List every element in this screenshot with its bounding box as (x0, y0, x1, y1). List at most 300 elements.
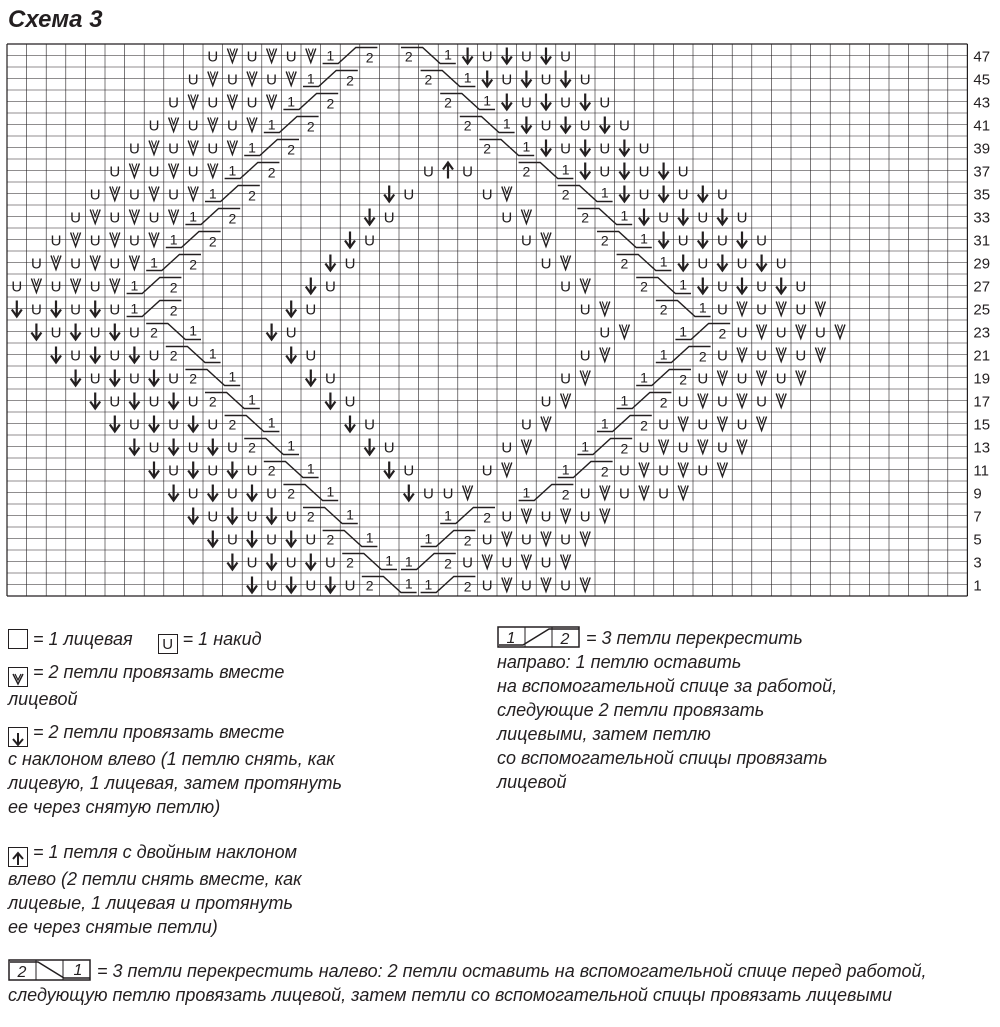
yarn-over-mark: U (638, 163, 650, 181)
cross-left-label-1: 1 (640, 230, 648, 247)
cross-right-label-1: 1 (130, 300, 139, 317)
k2tog-symbol (8, 667, 28, 687)
k2tog-mark-inner (269, 49, 274, 56)
k2tog-mark-inner (700, 440, 705, 447)
legend-cross-left-line1: = 3 петли перекрестить налево: 2 петли оставить на вспомогательной спице перед работой, (97, 961, 927, 981)
yarn-over-mark: U (11, 278, 23, 296)
yarn-over-mark: U (246, 48, 258, 66)
yarn-over-mark: U (716, 278, 728, 296)
legend-cross-right (497, 625, 837, 794)
legend-cross-right-line6: со вспомогательной спицы провязать (497, 748, 828, 768)
yarn-over-mark: U (187, 71, 199, 89)
yarn-over-mark: U (70, 301, 82, 319)
cross-right-label-1: 1 (150, 254, 158, 271)
legend-ssk-line3: лицевую, 1 лицевая, затем протянуть (8, 773, 342, 793)
k2tog-mark-inner (838, 325, 843, 332)
k2tog-mark-inner (740, 302, 745, 309)
yarn-over-mark: U (364, 232, 376, 250)
k2tog-mark-inner (34, 279, 39, 286)
yarn-over-mark: U (364, 416, 376, 434)
cross-left-label-1: 1 (385, 552, 394, 569)
yarn-over-mark: U (501, 508, 513, 526)
row-number: 29 (973, 255, 991, 273)
k2tog-mark-inner (289, 72, 294, 79)
k2tog-mark-inner (563, 555, 568, 562)
cross-left-label-2: 2 (581, 209, 590, 226)
cross-right-label-1: 1 (561, 461, 570, 478)
legend-double-decrease (8, 840, 302, 939)
yarn-over-mark: U (697, 462, 709, 480)
yarn-over-mark: U (168, 94, 180, 112)
cross-right-label-1: 1 (228, 162, 237, 179)
cross-right-label-2: 2 (306, 118, 315, 135)
yarn-over-mark: U (266, 577, 278, 595)
yarn-over-mark: U (814, 324, 826, 342)
cross-left-label-2: 2 (326, 531, 335, 548)
k2tog-mark-inner (524, 555, 529, 562)
k2tog-mark-inner (112, 279, 117, 286)
k2tog-mark-inner (308, 49, 313, 56)
yarn-over-mark: U (148, 163, 160, 181)
yarn-over-mark: U (324, 278, 336, 296)
row-number: 13 (973, 439, 991, 457)
yarn-over-mark: U (403, 462, 415, 480)
k2tog-mark-inner (191, 95, 196, 102)
k2tog-mark-inner (544, 532, 549, 539)
cross-right-label-1: 1 (189, 208, 198, 225)
cross-right-label-2: 2 (365, 49, 374, 66)
cross-right-label-1: 1 (659, 346, 668, 363)
cross-left-label-2: 2 (365, 577, 374, 594)
k2tog-mark-inner (504, 578, 509, 585)
yarn-over-mark: U (109, 163, 121, 181)
yarn-over-mark: U (736, 370, 748, 388)
yarn-over-mark: U (736, 209, 748, 227)
cross-left-label-1: 1 (346, 506, 354, 523)
k2tog-mark-inner (740, 348, 745, 355)
row-number: 45 (973, 71, 991, 89)
yarn-over-mark: U (716, 393, 728, 411)
cross-left-label-2: 2 (169, 347, 178, 364)
k2tog-mark-inner (583, 578, 588, 585)
yarn-over-mark: U (226, 485, 238, 503)
yarn-over-mark: U (128, 186, 140, 204)
yarn-over-mark: U (246, 94, 258, 112)
row-number: 19 (973, 370, 991, 388)
yarn-over-mark: U (148, 209, 160, 227)
legend-k2tog (8, 660, 284, 711)
yarn-over-mark: U (736, 416, 748, 434)
k2tog-mark-inner (700, 394, 705, 401)
row-number: 43 (973, 94, 991, 112)
yarn-over-mark: U (579, 117, 591, 135)
k2tog-mark-inner (485, 555, 490, 562)
yarn-over-mark: U (207, 508, 219, 526)
cross-left-label-1: 1 (522, 138, 531, 155)
yarn-over-mark: U (109, 393, 121, 411)
k2tog-mark-inner (759, 371, 764, 378)
yarn-over-mark: U (579, 71, 591, 89)
yarn-over-mark: U (756, 393, 768, 411)
legend-cross-right-line4: следующие 2 петли провязать (497, 700, 765, 720)
row-number: 35 (973, 186, 991, 204)
yarn-over-mark: U (168, 186, 180, 204)
cross-right-label-2: 2 (248, 187, 256, 204)
yarn-over-mark: U (501, 439, 513, 457)
row-number: 23 (973, 324, 991, 342)
cross-left-label-1: 1 (228, 368, 237, 385)
cross-left-label-1: 1 (502, 115, 511, 132)
k2tog-mark-inner (152, 233, 157, 240)
k2tog-mark-inner (544, 578, 549, 585)
k2tog-mark-inner (152, 187, 157, 194)
legend-ssk-line1: = 2 петли провязать вместе (33, 722, 285, 742)
legend-dd-line3: лицевые, 1 лицевая и протянуть (8, 893, 293, 913)
k2tog-mark-inner (269, 95, 274, 102)
yarn-over-mark: U (677, 186, 689, 204)
yarn-over-mark: U (481, 186, 493, 204)
yarn-over-mark: U (168, 462, 180, 480)
yarn-over-mark: U (266, 71, 278, 89)
cross-right-label-2: 2 (287, 141, 296, 158)
cross-left-label-2: 2 (346, 554, 354, 571)
yarn-over-mark: U (207, 94, 219, 112)
cross-left-label-2: 2 (424, 71, 433, 88)
legend-cross-right-line1: = 3 петли перекрестить (586, 628, 803, 648)
yarn-over-mark: U (305, 301, 317, 319)
cross-right-label-1: 1 (208, 185, 217, 202)
cross-right-label-1: 1 (424, 576, 433, 593)
yarn-over-mark: U (736, 255, 748, 273)
yarn-over-mark: U (30, 255, 42, 273)
yarn-over-mark: U (344, 393, 356, 411)
double-decrease-symbol (8, 847, 28, 867)
cross-left-label-2: 2 (620, 255, 629, 272)
yarn-over-mark: U (579, 485, 591, 503)
k2tog-mark-inner (818, 348, 823, 355)
cross-left-label-2: 2 (659, 301, 668, 318)
yarn-over-mark: U (344, 577, 356, 595)
yarn-over-mark: U (187, 485, 199, 503)
yarn-over-mark: U (207, 462, 219, 480)
k2tog-mark-inner (73, 279, 78, 286)
cross-right-label-2: 2 (189, 256, 198, 273)
cross-left-label-1: 1 (444, 46, 452, 63)
cross-right-label-2: 2 (679, 371, 688, 388)
k2tog-mark-inner (93, 210, 98, 217)
ssk-symbol (8, 727, 28, 747)
cross-right-label-1: 1 (640, 369, 648, 386)
yarn-over-mark: U (148, 117, 160, 135)
cross-right-label-2: 2 (326, 95, 335, 112)
cross-left-symbol (8, 958, 92, 982)
k2tog-mark-inner (720, 417, 725, 424)
legend-yo-text: = 1 накид (182, 629, 262, 649)
cross-left-label-2: 2 (208, 393, 217, 410)
cross-right-symbol (497, 625, 581, 649)
k2tog-mark-inner (661, 440, 666, 447)
cross-right-label-1: 1 (306, 70, 315, 87)
cross-right-label-1: 1 (287, 93, 296, 110)
k2tog-mark-inner (563, 394, 568, 401)
legend-ssk-line2: с наклоном влево (1 петлю снять, как (8, 749, 335, 769)
k2tog-mark-inner (759, 417, 764, 424)
cross-left-label-1: 1 (248, 391, 256, 408)
yarn-over-mark: U (187, 439, 199, 457)
yarn-over-mark: U (128, 324, 140, 342)
k2tog-mark-inner (720, 371, 725, 378)
yarn-over-mark: U (89, 370, 101, 388)
cross-left-label-2: 2 (189, 370, 198, 387)
yarn-over-mark: U (501, 71, 513, 89)
yarn-over-mark: U (638, 186, 650, 204)
yarn-over-mark: U (344, 255, 356, 273)
yarn-over-mark: U (285, 48, 297, 66)
yarn-over-mark: U (560, 531, 572, 549)
legend-ssk-line4: ее через снятую петлю) (8, 797, 221, 817)
k2tog-mark-inner (171, 210, 176, 217)
cross-right-label-2: 2 (228, 210, 237, 227)
yarn-over-mark: U (775, 324, 787, 342)
cross-right-label-2: 2 (444, 555, 452, 572)
cross-right-label-1: 1 (620, 392, 629, 409)
yarn-over-mark: U (716, 186, 728, 204)
yarn-over-mark: U (226, 117, 238, 135)
legend-dd-line1: = 1 петля с двойным наклоном (33, 842, 297, 862)
yarn-over-mark: U (677, 163, 689, 181)
k2tog-mark-inner (210, 72, 215, 79)
yarn-over-mark: U (305, 347, 317, 365)
yarn-over-mark: U (305, 531, 317, 549)
svg-text:2: 2 (17, 964, 27, 981)
cross-left-label-2: 2 (306, 508, 315, 525)
yarn-over-mark: U (168, 370, 180, 388)
yarn-over-mark: U (599, 324, 611, 342)
yarn-over-mark: U (128, 416, 140, 434)
row-number: 21 (973, 347, 991, 365)
k2tog-mark-inner (230, 141, 235, 148)
yarn-over-mark: U (540, 393, 552, 411)
k2tog-mark-inner (73, 233, 78, 240)
yarn-over-mark: U (658, 416, 670, 434)
cross-left-label-2: 2 (287, 485, 296, 502)
yarn-over-mark: U (658, 485, 670, 503)
yarn-over-mark: U (422, 485, 434, 503)
k2tog-mark-inner (642, 463, 647, 470)
cross-left-label-1: 1 (267, 414, 276, 431)
k2tog-mark-inner (544, 233, 549, 240)
svg-text:1: 1 (506, 630, 516, 647)
yarn-over-mark: U (50, 232, 62, 250)
k2tog-mark-inner (602, 509, 607, 516)
k2tog-mark-inner (740, 440, 745, 447)
k2tog-mark-inner (740, 394, 745, 401)
cross-left-label-1: 1 (208, 345, 217, 362)
yarn-over-mark: U (266, 531, 278, 549)
yarn-over-mark: U (560, 577, 572, 595)
yarn-over-mark: U (579, 347, 591, 365)
k2tog-mark-inner (583, 279, 588, 286)
legend-cross-left (8, 958, 927, 1007)
yarn-over-mark: U (540, 554, 552, 572)
row-number: 9 (973, 485, 982, 503)
cross-left-label-1: 1 (483, 92, 492, 109)
yarn-over-mark: U (481, 531, 493, 549)
k2tog-mark-inner (563, 256, 568, 263)
yarn-over-mark: U (795, 301, 807, 319)
cross-right-label-2: 2 (169, 279, 178, 296)
row-number: 11 (973, 462, 989, 480)
cross-right-label-1: 1 (444, 507, 452, 524)
cross-right-label-2: 2 (698, 348, 707, 365)
legend-k2tog-line2: лицевой (8, 689, 78, 709)
legend-k2tog-line1: = 2 петли провязать вместе (33, 662, 285, 682)
yarn-over-mark: U (148, 393, 160, 411)
yarn-over-mark: U (756, 301, 768, 319)
yarn-over-mark: U (658, 209, 670, 227)
legend-ssk (8, 720, 342, 819)
k2tog-mark-inner (602, 302, 607, 309)
row-number: 41 (973, 117, 991, 135)
yarn-over-mark: U (599, 140, 611, 158)
k2tog-mark-inner (524, 440, 529, 447)
yarn-over-symbol: U (158, 634, 178, 654)
k2tog-mark-inner (132, 256, 137, 263)
cross-right-label-2: 2 (640, 417, 648, 434)
chart-title: Схема 3 (8, 6, 103, 33)
yarn-over-mark: U (520, 577, 532, 595)
row-number: 1 (973, 577, 982, 595)
cross-left-label-2: 2 (561, 186, 570, 203)
k2tog-mark-inner (544, 417, 549, 424)
row-number: 7 (973, 508, 982, 526)
yarn-over-mark: U (128, 232, 140, 250)
yarn-over-mark: U (207, 416, 219, 434)
k2tog-mark-inner (759, 325, 764, 332)
cross-left-label-1: 1 (306, 460, 315, 477)
cross-right-label-2: 2 (483, 509, 492, 526)
yarn-over-mark: U (540, 255, 552, 273)
k2tog-mark-inner (720, 463, 725, 470)
cross-right-label-1: 1 (600, 415, 609, 432)
yarn-over-mark: U (716, 347, 728, 365)
yarn-over-mark: U (481, 462, 493, 480)
yarn-over-mark: U (697, 370, 709, 388)
cross-left-label-1: 1 (620, 207, 629, 224)
yarn-over-mark: U (677, 393, 689, 411)
legend-cross-right-line2: направо: 1 петлю оставить (497, 652, 742, 672)
yarn-over-mark: U (266, 485, 278, 503)
cross-left-label-1: 1 (404, 575, 413, 592)
yarn-over-mark: U (187, 393, 199, 411)
yarn-over-mark: U (795, 347, 807, 365)
k2tog-mark-inner (210, 164, 215, 171)
yarn-over-mark: U (638, 140, 650, 158)
yarn-over-mark: U (89, 232, 101, 250)
k2tog-mark-inner (779, 348, 784, 355)
yarn-over-mark: U (658, 462, 670, 480)
k2tog-mark-inner (681, 463, 686, 470)
k2tog-mark-inner (112, 187, 117, 194)
yarn-over-mark: U (697, 255, 709, 273)
yarn-over-mark: U (148, 347, 160, 365)
yarn-over-mark: U (736, 324, 748, 342)
k2tog-mark-inner (504, 187, 509, 194)
k2tog-mark-inner (112, 233, 117, 240)
row-number: 33 (973, 209, 991, 227)
k2tog-mark-inner (191, 141, 196, 148)
row-number: 31 (973, 232, 991, 250)
yarn-over-mark: U (560, 48, 572, 66)
cross-right-label-2: 2 (463, 532, 472, 549)
yarn-over-mark: U (501, 554, 513, 572)
row-number: 27 (973, 278, 991, 296)
yarn-over-mark: U (422, 163, 434, 181)
yarn-over-mark: U (285, 324, 297, 342)
cross-right-label-1: 1 (169, 231, 178, 248)
yarn-over-mark: U (285, 554, 297, 572)
cross-left-label-1: 1 (365, 529, 374, 546)
cross-left-label-2: 2 (248, 439, 256, 456)
yarn-over-mark: U (109, 347, 121, 365)
cross-left-label-2: 2 (267, 462, 276, 479)
yarn-over-mark: U (50, 278, 62, 296)
cross-left-label-2: 2 (228, 416, 237, 433)
yarn-over-mark: U (520, 232, 532, 250)
k2tog-mark-inner (563, 509, 568, 516)
yarn-over-mark: U (599, 94, 611, 112)
k2tog-mark-inner (602, 486, 607, 493)
legend-cross-left-line2: следующую петлю провязать лицевой, затем петли со вспомогательной спицы провязать лицевыми (8, 985, 892, 1005)
yarn-over-mark: U (305, 577, 317, 595)
k2tog-mark-inner (779, 394, 784, 401)
k2tog-mark-inner (622, 325, 627, 332)
row-number: 17 (973, 393, 991, 411)
yarn-over-mark: U (540, 71, 552, 89)
k2tog-mark-inner (54, 256, 59, 263)
cross-right-label-2: 2 (718, 325, 727, 342)
yarn-over-mark: U (168, 416, 180, 434)
yarn-over-mark: U (560, 140, 572, 158)
yarn-over-mark: U (618, 117, 630, 135)
k2tog-mark-inner (132, 164, 137, 171)
row-number: 25 (973, 301, 991, 319)
yarn-over-mark: U (246, 554, 258, 572)
row-number: 15 (973, 416, 991, 434)
yarn-over-mark: U (462, 163, 474, 181)
k2tog-mark-inner (210, 118, 215, 125)
legend-cross-right-line3: на вспомогательной спице за работой, (497, 676, 838, 696)
cross-left-label-1: 1 (679, 276, 688, 293)
k2tog-mark-inner (681, 417, 686, 424)
svg-text:2: 2 (560, 631, 570, 648)
yarn-over-mark: U (716, 232, 728, 250)
yarn-over-mark: U (168, 140, 180, 158)
legend-knit (8, 627, 262, 654)
yarn-over-mark: U (246, 462, 258, 480)
yarn-over-mark: U (207, 48, 219, 66)
k2tog-mark-inner (504, 532, 509, 539)
row-number: 39 (973, 140, 991, 158)
yarn-over-mark: U (383, 209, 395, 227)
yarn-over-mark: U (716, 301, 728, 319)
yarn-over-mark: U (540, 508, 552, 526)
cross-right-label-1: 1 (326, 47, 335, 64)
legend-knit-text: = 1 лицевая (33, 629, 133, 649)
cross-right-label-1: 1 (679, 323, 688, 340)
yarn-over-mark: U (677, 439, 689, 457)
yarn-over-mark: U (462, 554, 474, 572)
